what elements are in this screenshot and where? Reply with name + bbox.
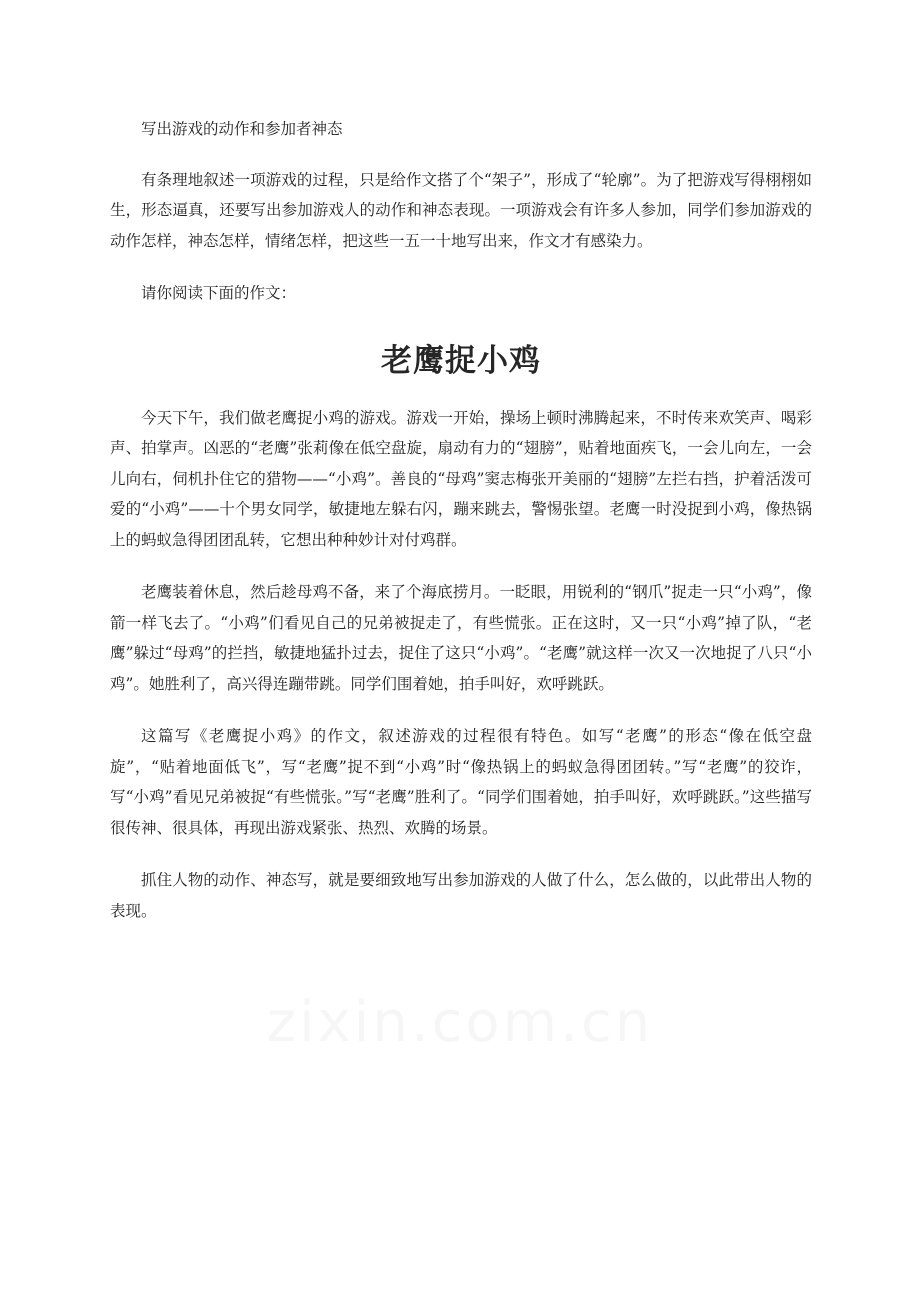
essay-paragraph-1: 今天下午，我们做老鹰捉小鸡的游戏。游戏一开始，操场上顿时沸腾起来，不时传来欢笑声、喝彩声、拍掌声。凶恶的“老鹰”张莉像在低空盘旋，扇动有力的“翅膀”，贴着地面疾飞，一会儿向左，一会儿向右，伺机扑住它的猎物——“小鸡”。善良的“母鸡”窦志梅张开美丽的“翅膀”左拦右挡，护着活泼可爱的“小鸡”——十个男女同学，敏捷地左躲右闪，蹦来跳去，警惕张望。老鹰一时没捉到小鸡，像热锅上的蚂蚁急得团团乱转，它想出种种妙计对付鸡群。 <box>110 408 812 549</box>
reading-prompt: 请你阅读下面的作文： <box>141 284 297 302</box>
intro-paragraph: 有条理地叙述一项游戏的过程，只是给作文搭了个“架子”，形成了“轮廓”。为了把游戏写得栩栩如生，形态逼真，还要写出参加游戏人的动作和神态表现。一项游戏会有许多人参加，同学们参加游戏的动作怎样，神态怎样，情绪怎样，把这些一五一十地写出来，作文才有感染力。 <box>110 170 812 250</box>
essay-paragraph-2: 老鹰装着休息，然后趁母鸡不备，来了个海底捞月。一眨眼，用锐利的“钢爪”捉走一只“小鸡”，像箭一样飞去了。“小鸡”们看见自己的兄弟被捉走了，有些慌张。正在这时，又一只“小鸡”掉了队，“老鹰”躲过“母鸡”的拦挡，敏捷地猛扑过去，捉住了这只“小鸡”。“老鹰”就这样一次又一次地捉了八只“小鸡”。她胜利了，高兴得连蹦带跳。同学们围着她，拍手叫好，欢呼跳跃。 <box>110 583 812 693</box>
intro-heading: 写出游戏的动作和参加者神态 <box>141 120 343 138</box>
conclusion-paragraph: 抓住人物的动作、神态写，就是要细致地写出参加游戏的人做了什么，怎么做的，以此带出人物的表现。 <box>110 871 812 920</box>
commentary-paragraph: 这篇写《老鹰捉小鸡》的作文，叙述游戏的过程很有特色。如写“老鹰”的形态“像在低空盘旋”，“贴着地面低飞”，写“老鹰”捉不到“小鸡”时“像热锅上的蚂蚁急得团团转。”写“老鹰”的狡诈，写“小鸡”看见兄弟被捉“有些慌张。”写“老鹰”胜利了。“同学们围着她，拍手叫好，欢呼跳跃。”这些描写很传神、很具体，再现出游戏紧张、热烈、欢腾的场景。 <box>110 727 812 837</box>
essay-title: 老鹰捉小鸡 <box>381 342 541 379</box>
watermark <box>0 990 920 1055</box>
document-body <box>110 114 812 948</box>
